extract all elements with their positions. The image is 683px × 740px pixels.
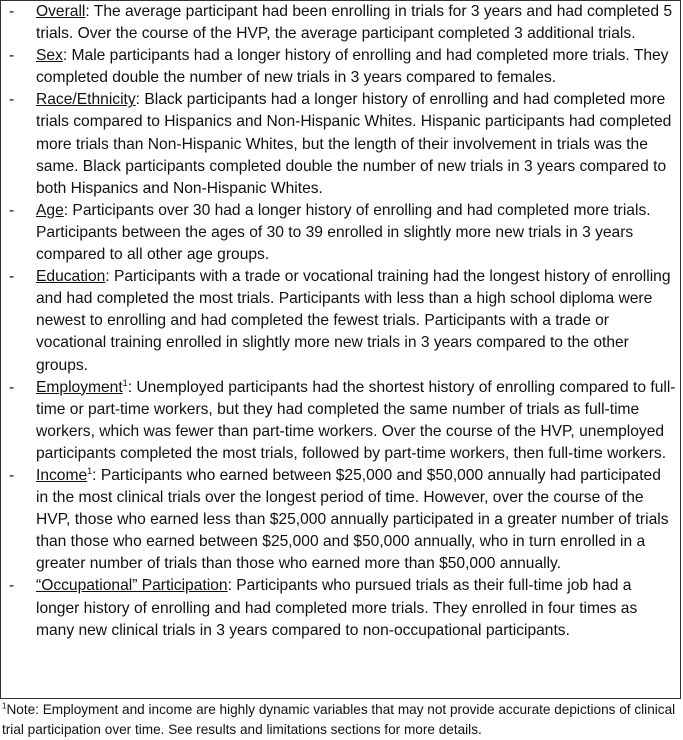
finding-term: Race/Ethnicity [36,91,136,109]
finding-sex: - Sex: Male participants had a longer history of enrolling and had completed more trials. They completed double the number of new trials in 3 years compared to females. [9,47,669,87]
finding-overall: - Overall: The average participant had been enrolling in trials for 3 years and had completed 5 trials. Over the course of the HVP, the average participant completed 3 additional trials. [9,3,672,43]
finding-term: Education [36,268,106,286]
finding-text: Participants over 30 had a longer history of enrolling and had completed more trials. Participants between the ages of 30 to 39 enrolled in slightly more new trials in 3 years compared to all other age groups. [36,201,651,264]
list-bullet: - [9,378,15,396]
list-bullet: - [9,201,15,219]
finding-term: “Occupational” Participation [36,577,228,595]
footnote-marker: 1 [87,465,93,476]
list-bullet: - [9,466,15,484]
finding-term: Income [36,466,88,484]
finding-age: - Age: Participants over 30 had a longer history of enrolling and had completed more trials. Participants between the ages of 30 to 39 enrolled in slightly more new trials in 3 years compared to all other age groups. [9,201,651,264]
finding-text: Black participants had a longer history of enrolling and had completed more trials compared to Hispanics and Non-Hispanic Whites. Hispanic participants had completed more trials than Non-Hispanic Whites, but the length of their involvement in trials was the same. Black participants completed double the number of new trials in 3 years compared to both Hispanics and Non-Hispanic Whites. [36,91,672,197]
finding-income: - Income$^1$: Participants who earned between $25,000 and $50,000 annually had participated in the most clinical trials over the longest period of time. However, over the course of the HVP, those who earned less than $25,000 annually participated in a greater number of trials than those who earned between $25,000 and $50,000 annually, who in turn enrolled in a greater number of trials than those who earned more than $50,000 annually. [9,465,669,573]
footnote-marker: 1 [2,701,7,711]
findings-list [1,1,680,642]
finding-term: Age [36,201,64,219]
list-bullet: - [9,3,15,20]
list-bullet: - [9,577,15,595]
list-bullet: - [9,47,15,65]
finding-term: Employment [36,378,123,396]
finding-text: Participants who pursued trials as their full-time job had a longer history of enrolling and had completed more trials. They enrolled in four times as many new clinical trials in 3 years compared to non-occupational participants. [36,577,638,639]
finding-employment: - Employment$^1$: Unemployed participants had the shortest history of enrolling compared to full-time or part-time workers, but they had completed the same number of trials as full-time workers, which was fewer than part-time workers. Over the course of the HVP, unemployed participants completed the most trials, followed by part-time workers, then full-time workers. [9,377,676,462]
finding-term: Overall [36,3,86,20]
footnote-marker: 1 [122,377,128,388]
footnote-text: Note: Employment and income are highly dynamic variables that may not provide accurate depictions of clinical trial participation over time. See results and limitations sections for more details. [2,702,676,737]
finding-text: Unemployed participants had the shortest history of enrolling compared to full-time or part-time workers, but they had completed the same number of trials as full-time workers, which was fewer than part-time workers. Over the course of the HVP, unemployed participants completed the most trials, followed by part-time workers, then full-time workers. [36,378,676,462]
finding-education: - Education: Participants with a trade or vocational training had the longest history of enrolling and had completed the most trials. Participants with less than a high school diploma were newest to enrolling and had completed the fewest trials. Participants with a trade or vocational training enrolled in slightly more new trials in 3 years compared to the other groups. [9,268,671,374]
finding-text: Participants with a trade or vocational training had the longest history of enrolling and had completed the most trials. Participants with less than a high school diploma were newest to enrolling and had completed the fewest trials. Participants with a trade or vocational training enrolled in slightly more new trials in 3 years compared to the other groups. [36,268,671,374]
finding-text: Participants who earned between $25,000 and $50,000 annually had participated in the most clinical trials over the longest period of time. However, over the course of the HVP, those who earned less than $25,000 annually participated in a greater number of trials than those who earned between $25,000 and $50,000 annually, who in turn enrolled in a greater number of trials than those who earned more than $50,000 annually. [36,466,669,573]
list-bullet: - [9,268,15,286]
footnote [2,700,682,739]
finding-term: Sex [36,47,63,65]
finding-text: Male participants had a longer history of enrolling and had completed more trials. They completed double the number of new trials in 3 years compared to females. [36,47,669,87]
finding-race-ethnicity: - Race/Ethnicity: Black participants had a longer history of enrolling and had completed more trials compared to Hispanics and Non-Hispanic Whites. Hispanic participants had completed more trials than Non-Hispanic Whites, but the length of their involvement in trials was the same. Black participants completed double the number of new trials in 3 years compared to both Hispanics and Non-Hispanic Whites. [9,91,672,197]
finding-text: The average participant had been enrolling in trials for 3 years and had completed 5 trials. Over the course of the HVP, the average participant completed 3 additional trials. [36,3,672,43]
finding-occupational-participation: - “Occupational” Participation: Participants who pursued trials as their full-time job had a longer history of enrolling and had completed more trials. They enrolled in four times as many new clinical trials in 3 years compared to non-occupational participants. [9,577,638,639]
list-bullet: - [9,91,15,109]
